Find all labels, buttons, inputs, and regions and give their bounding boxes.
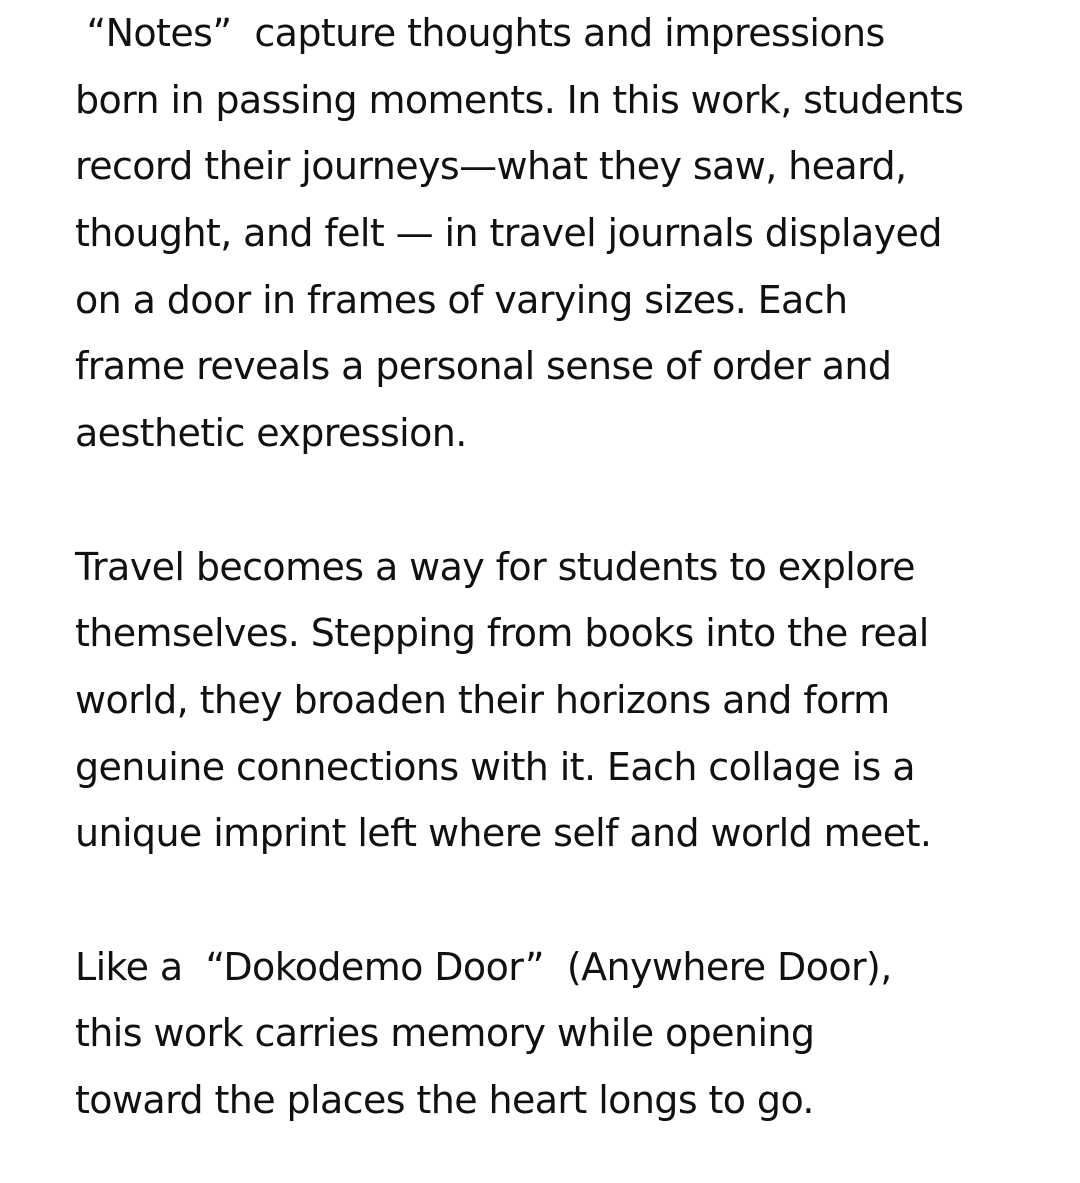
paragraph-notes	[75, 0, 1015, 467]
paragraph-travel	[75, 534, 1015, 867]
text-line: Travel becomes a way for students to explore	[75, 544, 915, 589]
text-line: themselves. Stepping from books into the real	[75, 611, 929, 656]
text-line: toward the places the heart longs to go.	[75, 1078, 814, 1122]
paragraph-door	[75, 934, 1015, 1134]
text-line: genuine connections with it. Each collage is a	[75, 744, 915, 789]
text-line: on a door in frames of varying sizes. Each	[75, 277, 848, 322]
text-line: world, they broaden their horizons and form	[75, 677, 890, 722]
text-line: frame reveals a personal sense of order and	[75, 344, 892, 389]
article-body	[75, 0, 1015, 1134]
text-line: “Notes” capture thoughts and impressions	[75, 11, 885, 55]
text-line: Like a “Dokodemo Door” (Anywhere Door),	[75, 944, 892, 989]
text-line: unique imprint left where self and world meet.	[75, 811, 932, 856]
text-line: record their journeys—what they saw, heard,	[75, 144, 907, 189]
text-line: thought, and felt — in travel journals displayed	[75, 211, 942, 256]
text-line: this work carries memory while opening	[75, 1011, 815, 1056]
text-line: aesthetic expression.	[75, 411, 467, 456]
text-line: born in passing moments. In this work, students	[75, 77, 964, 122]
